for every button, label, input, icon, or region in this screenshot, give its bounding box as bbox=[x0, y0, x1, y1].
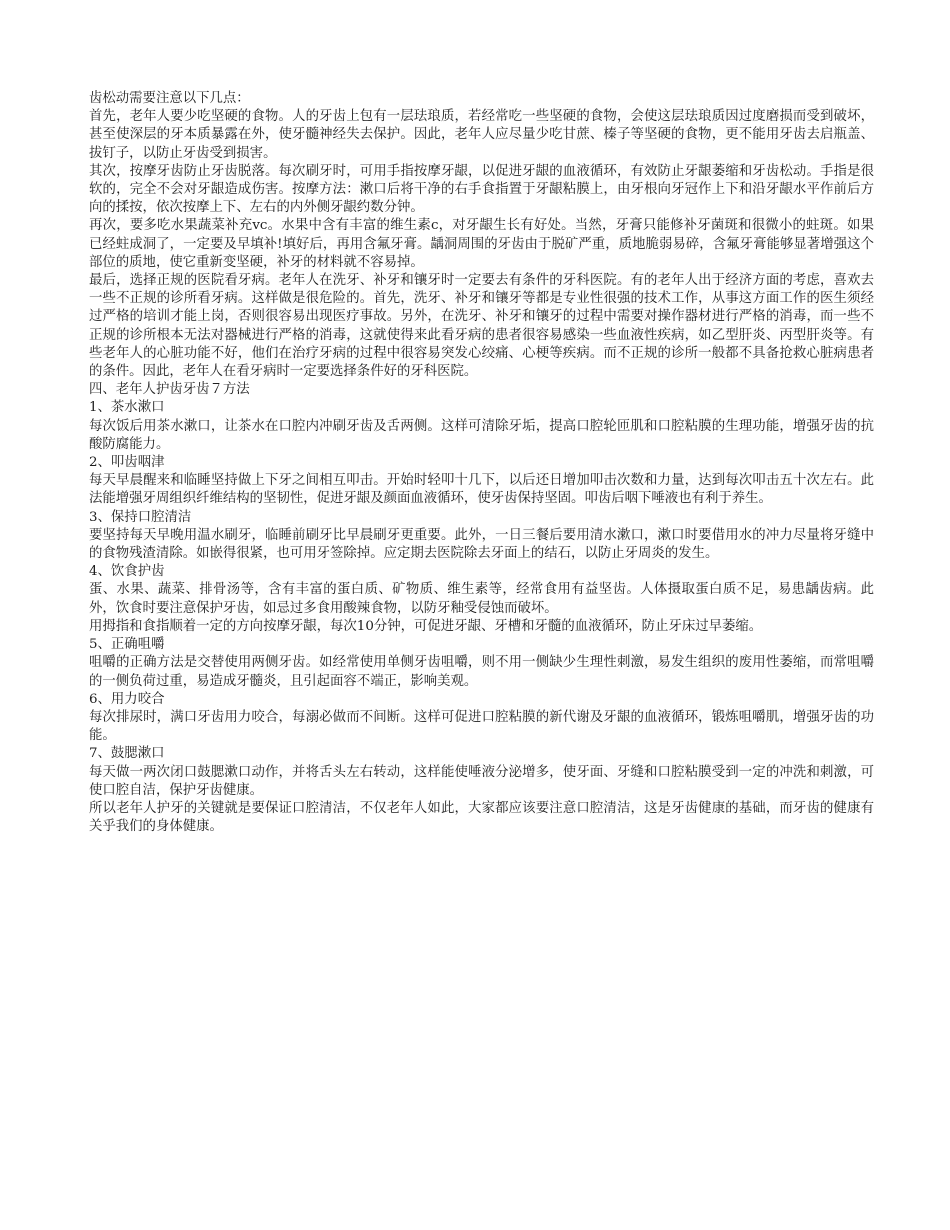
conclusion-paragraph: 所以老年人护牙的关键就是要保证口腔清洁，不仅老年人如此，大家都应该要注意口腔清洁，这是牙齿健康的基础，而牙齿的健康有关乎我们的身体健康。 bbox=[89, 800, 874, 835]
intro-paragraph-3: 再次，要多吃水果蔬菜补充vc。水果中含有丰富的维生素c，对牙龈生长有好处。当然，牙膏只能修补牙菌斑和很微小的蛀斑。如果已经蛀成洞了，一定要及早填补!填好后，再用含氟牙膏。龋洞周围的牙齿由于脱矿严重，质地脆弱易碎，含氟牙膏能够显著增强这个部位的质地，使它重新变坚硬，补牙的材料就不容易掉。 bbox=[89, 218, 874, 270]
part-title: 四、老年人护齿牙齿７方法 bbox=[89, 382, 250, 398]
method-6-title: 6、用力咬合 bbox=[89, 691, 165, 707]
method-5-title: 5、正确咀嚼 bbox=[89, 637, 165, 653]
method-3-text: 要坚持每天早晚用温水刷牙，临睡前刷牙比早晨刷牙更重要。此外，一日三餐后要用清水漱口，漱口时要借用水的冲力尽量将牙缝中的食物残渣清除。如嵌得很紧，也可用牙签除掉。应定期去医院除去牙面上的结石，以防止牙周炎的发生。 bbox=[89, 527, 874, 562]
method-4-text-2: 用拇指和食指顺着一定的方向按摩牙龈，每次10分钟，可促进牙龈、牙槽和牙髓的血液循环，防止牙床过早萎缩。 bbox=[89, 618, 763, 634]
method-5-text: 咀嚼的正确方法是交替使用两侧牙齿。如经常使用单侧牙齿咀嚼，则不用一侧缺少生理性刺激，易发生组织的废用性萎缩，而常咀嚼的一侧负荷过重，易造成牙髓炎，且引起面容不端正，影响美观。 bbox=[89, 655, 874, 689]
document-page bbox=[89, 90, 874, 836]
method-4-title: 4、饮食护齿 bbox=[89, 564, 165, 580]
method-2-text: 每天早晨醒来和临睡坚持做上下牙之间相互叩击。开始时轻叩十几下，以后还日增加叩击次数和力量，达到每次叩击五十次左右。此法能增强牙周组织纤维结构的坚韧性，促进牙龈及颜面血液循环，使牙齿保持坚固。叩齿后咽下唾液也有利于养生。 bbox=[89, 473, 874, 507]
intro-paragraph-2: 其次，按摩牙齿防止牙齿脱落。每次刷牙时，可用手指按摩牙龈，以促进牙龈的血液循环，有效防止牙龈萎缩和牙齿松动。手指是很软的，完全不会对牙龈造成伤害。按摩方法：漱口后将干净的右手食指置于牙龈粘膜上，由牙根向牙冠作上下和沿牙龈水平作前后方向的揉按，依次按摩上下、左右的内外侧牙龈约数分钟。 bbox=[89, 163, 874, 216]
method-7-title: 7、鼓腮漱口 bbox=[89, 746, 165, 762]
method-2-title: 2、叩齿咽津 bbox=[89, 455, 165, 471]
method-1-title: 1、茶水漱口 bbox=[89, 400, 165, 416]
method-7-text: 每天做一两次闭口鼓腮漱口动作，并将舌头左右转动，这样能使唾液分泌增多，使牙面、牙缝和口腔粘膜受到一定的冲洗和刺激，可使口腔自洁，保护牙齿健康。 bbox=[89, 764, 874, 798]
method-1-text: 每次饭后用茶水漱口，让茶水在口腔内冲刷牙齿及舌两侧。这样可清除牙垢，提高口腔轮匝肌和口腔粘膜的生理功能，增强牙齿的抗酸防腐能力。 bbox=[89, 418, 874, 452]
method-4-text: 蛋、水果、蔬菜、排骨汤等，含有丰富的蛋白质、矿物质、维生素等，经常食用有益坚齿。人体摄取蛋白质不足，易患龋齿病。此外，饮食时要注意保护牙齿，如忌过多食用酸辣食物，以防牙釉受侵蚀而破坏。 bbox=[89, 582, 874, 616]
intro-paragraph-1: 首先，老年人要少吃坚硬的食物。人的牙齿上包有一层珐琅质，若经常吃一些坚硬的食物，会使这层珐琅质因过度磨损而受到破坏，甚至使深层的牙本质暴露在外，使牙髓神经失去保护。因此，老年人应尽量少吃甘蔗、榛子等坚硬的食物，更不能用牙齿去启瓶盖、拔钉子，以防止牙齿受到损害。 bbox=[89, 109, 874, 161]
method-3-title: 3、保持口腔清洁 bbox=[89, 509, 192, 525]
intro-paragraph-4: 最后，选择正规的医院看牙病。老年人在洗牙、补牙和镶牙时一定要去有条件的牙科医院。有的老年人出于经济方面的考虑，喜欢去一些不正规的诊所看牙病。这样做是很危险的。首先，洗牙、补牙和镶牙等都是专业性很强的技术工作，从事这方面工作的医生须经过严格的培训才能上岗，否则很容易出现医疗事故。另外，在洗牙、补牙和镶牙的过程中需要对操作器材进行严格的消毒，而一些不正规的诊所根本无法对器械进行严格的消毒，这就使得来此看牙病的患者很容易感染一些血液性疾病，如乙型肝炎、丙型肝炎等。有些老年人的心脏功能不好，他们在治疗牙病的过程中很容易突发心绞痛、心梗等疾病。而不正规的诊所一般都不具备抢救心脏病患者的条件。因此，老年人在看牙病时一定要选择条件好的牙科医院。 bbox=[89, 273, 874, 380]
method-6-text: 每次排尿时，满口牙齿用力咬合，每溺必做而不间断。这样可促进口腔粘膜的新代谢及牙龈的血液循环，锻炼咀嚼肌，增强牙齿的功能。 bbox=[89, 709, 874, 744]
intro-title: 齿松动需要注意以下几点： bbox=[89, 91, 250, 106]
